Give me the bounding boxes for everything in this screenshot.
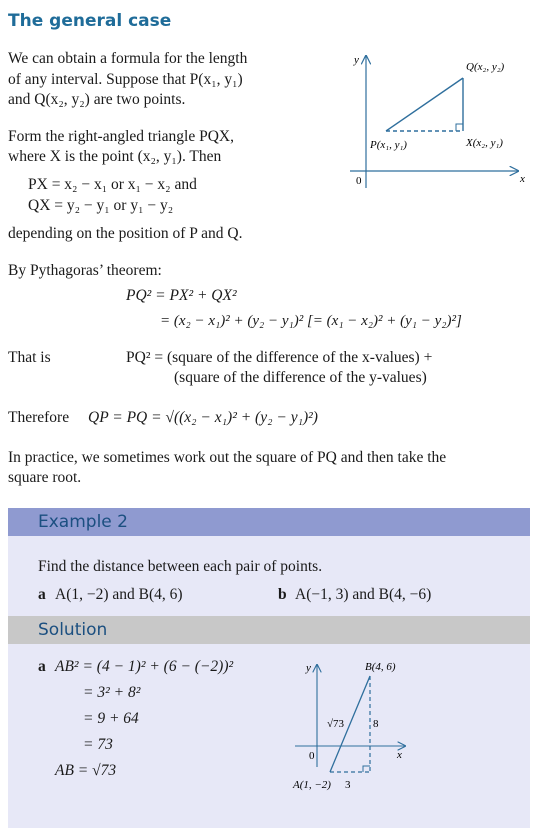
y-axis-label-2: y: [306, 662, 311, 674]
part-b-text: A(−1, 3) and B(4, −6): [295, 586, 432, 603]
section-title: The general case: [8, 11, 172, 31]
x-axis-label-2: x: [397, 749, 402, 761]
pythagoras-eq1: PQ² = PX² + QX²: [126, 287, 237, 304]
solution-a-label: a: [38, 658, 46, 675]
solution-line-4: = 73: [83, 736, 113, 753]
that-is-label: That is: [8, 349, 51, 366]
right-angle-mark-2: [363, 766, 370, 772]
point-p-label: P(x₁, y₁): [370, 139, 407, 151]
point-q-label: Q(x₂, y₂): [466, 61, 505, 73]
therefore-label: Therefore: [8, 409, 70, 426]
practice-line-1: In practice, we sometimes work out the square of PQ and then take the: [8, 449, 447, 466]
point-x-label: X(x₂, y₁): [466, 137, 503, 149]
qx-equation: QX = y₂ − y₁ or y₁ − y₂: [28, 197, 174, 214]
example-question: Find the distance between each pair of points.: [38, 558, 323, 575]
intro-line-4: Form the right-angled triangle PQX,: [8, 128, 234, 145]
solution-diagram: [285, 655, 415, 795]
distance-formula: QP = PQ = √((x₂ − x₁)² + (y₂ − y₁)²): [88, 409, 318, 426]
hypotenuse-pq: [386, 78, 463, 131]
intro-line-1: We can obtain a formula for the length: [8, 50, 248, 67]
point-a-label: A(1, −2): [293, 779, 331, 791]
y-axis-label: y: [354, 54, 359, 66]
pythagoras-eq3a: PQ² = (square of the difference of the x-values) +: [126, 349, 433, 366]
depending-text: depending on the position of P and Q.: [8, 225, 243, 242]
solution-line-1: AB² = (4 − 1)² + (6 − (−2))²: [55, 658, 234, 675]
x-axis-label: x: [520, 173, 525, 185]
solution-title: Solution: [38, 620, 108, 640]
interval-diagram: [340, 48, 540, 198]
practice-line-2: square root.: [8, 469, 82, 486]
example-panel: [8, 536, 530, 828]
origin-label-2: 0: [309, 750, 315, 762]
horizontal-side-label: 3: [345, 779, 351, 791]
part-b-label: b: [278, 586, 287, 603]
solution-line-3: = 9 + 64: [83, 710, 139, 727]
px-equation: PX = x₂ − x₁ or x₁ − x₂ and: [28, 176, 197, 193]
vertical-side-label: 8: [373, 718, 379, 730]
part-a-label: a: [38, 586, 46, 603]
part-a-text: A(1, −2) and B(4, 6): [55, 586, 183, 603]
solution-line-5: AB = √73: [55, 762, 117, 779]
point-b-label: B(4, 6): [365, 661, 396, 673]
solution-line-2: = 3² + 8²: [83, 684, 141, 701]
intro-line-3: and Q(x₂, y₂) are two points.: [8, 91, 186, 108]
pythagoras-eq2: = (x₂ − x₁)² + (y₂ − y₁)² [= (x₁ − x₂)² + (y₁ − y₂)²]: [160, 313, 462, 329]
pythagoras-eq3b: (square of the difference of the y-values): [174, 369, 427, 386]
example-title: Example 2: [38, 512, 128, 532]
right-angle-mark: [456, 124, 463, 131]
hypotenuse-label: √73: [327, 718, 345, 730]
intro-line-2: of any interval. Suppose that P(x₁, y₁): [8, 71, 243, 88]
origin-label: 0: [356, 175, 362, 187]
pythagoras-intro: By Pythagoras’ theorem:: [8, 262, 162, 279]
intro-line-5: where X is the point (x₂, y₁). Then: [8, 148, 222, 165]
